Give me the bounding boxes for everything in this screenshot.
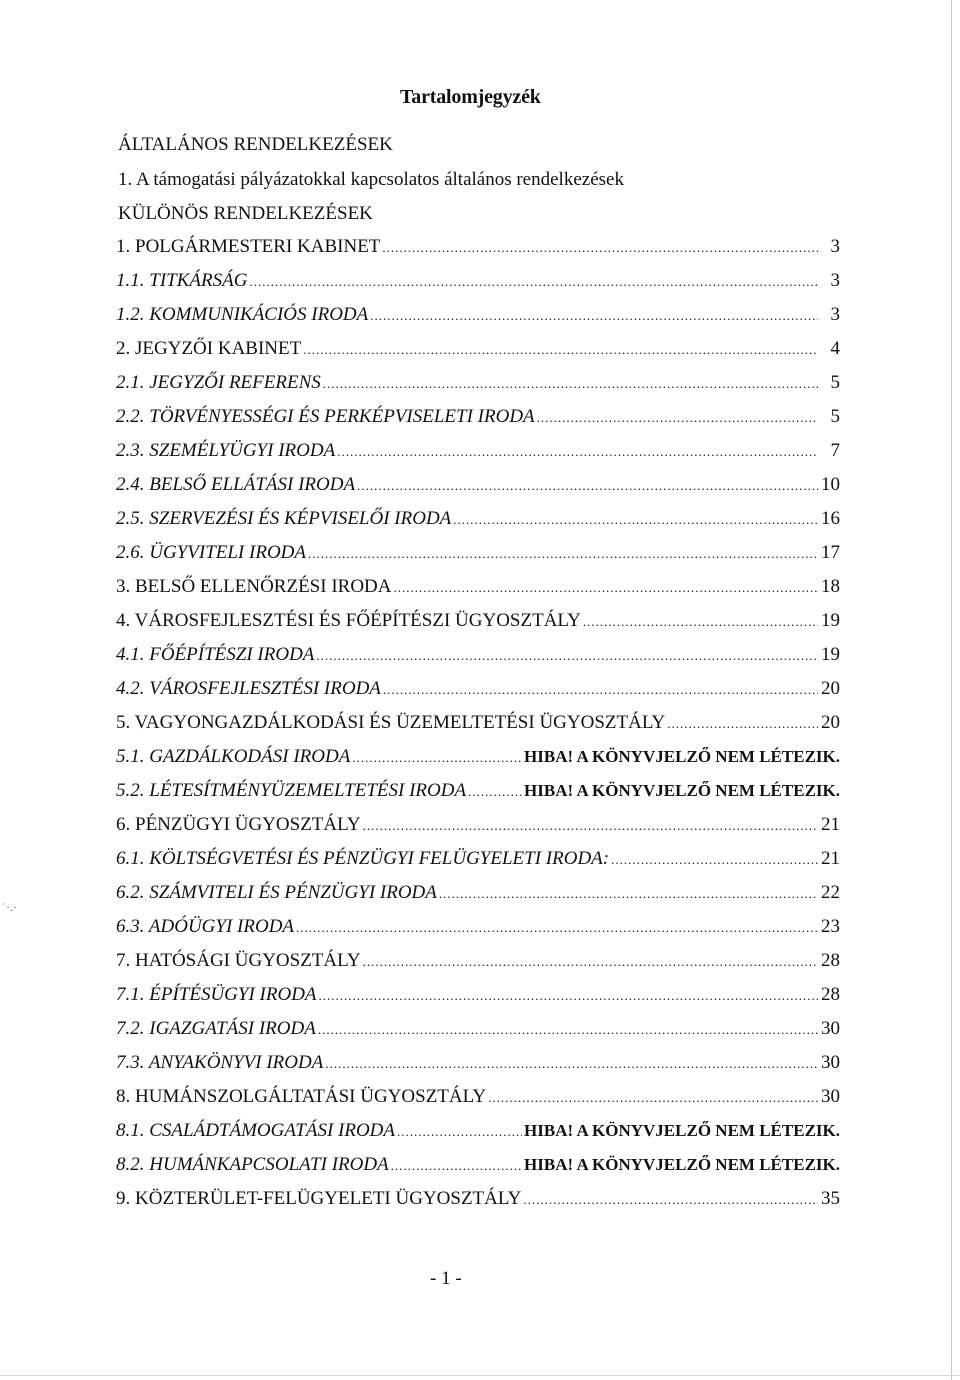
heading-special: KÜLÖNÖS RENDELKEZÉSEK [118,203,373,224]
general-item-1: 1. A támogatási pályázatokkal kapcsolatos általános rendelkezések [118,169,624,190]
toc-leader-dots [382,240,818,256]
toc-entry-page: 28 [821,950,840,971]
toc-entry-page: HIBA! A KÖNYVJELZŐ NEM LÉTEZIK. [524,747,840,766]
toc-entry-label: 1.2. KOMMUNIKÁCIÓS IRODA [116,304,369,325]
toc-entry[interactable] [116,746,840,772]
toc-entry-label: 5.2. LÉTESÍTMÉNYÜZEMELTETÉSI IRODA [116,780,467,801]
toc-entry-page: 7 [830,440,840,461]
toc-entry-label: 4. VÁROSFEJLESZTÉSI ÉS FŐÉPÍTÉSZI ÜGYOSZTÁLY [116,610,581,631]
toc-entry-page: 23 [821,916,840,937]
toc-entry-label: 4.1. FŐÉPÍTÉSZI IRODA [116,644,315,665]
toc-entry-page: 22 [821,882,840,903]
toc-leader-dots [383,682,818,698]
toc-entry-label: 5. VAGYONGAZDÁLKODÁSI ÉS ÜZEMELTETÉSI ÜGYOSZTÁLY [116,712,666,733]
toc-leader-dots [249,274,818,290]
toc-leader-dots [303,342,818,358]
toc-entry[interactable] [116,916,840,942]
toc-entry-page: 30 [821,1052,840,1073]
toc-entry-page: HIBA! A KÖNYVJELZŐ NEM LÉTEZIK. [524,781,840,800]
toc-entry[interactable] [116,610,840,636]
toc-entry-page: 19 [821,610,840,631]
toc-leader-dots [583,614,818,630]
toc-leader-dots [393,580,818,596]
toc-entry[interactable] [116,1120,840,1146]
toc-leader-dots [667,716,818,732]
toc-entry-label: 2.4. BELSŐ ELLÁTÁSI IRODA [116,474,356,495]
toc-entry-label: 9. KÖZTERÜLET-FELÜGYELETI ÜGYOSZTÁLY [116,1188,522,1209]
toc-entry-page: 16 [821,508,840,529]
toc-entry-label: 1. POLGÁRMESTERI KABINET [116,236,381,257]
toc-entry-label: 3. BELSŐ ELLENŐRZÉSI IRODA [116,576,392,597]
page-number: - 1 - [430,1268,462,1289]
toc-entry-page: HIBA! A KÖNYVJELZŐ NEM LÉTEZIK. [524,1155,840,1174]
toc-entry-label: 2.6. ÜGYVITELI IRODA [116,542,306,563]
toc-entry-label: 2.5. SZERVEZÉSI ÉS KÉPVISELŐI IRODA [116,508,452,529]
toc-entry-label: 2.3. SZEMÉLYÜGYI IRODA [116,440,336,461]
toc-entry-label: 6.2. SZÁMVITELI ÉS PÉNZÜGYI IRODA [116,882,437,903]
toc-entry-page: 5 [830,372,840,393]
toc-leader-dots [363,954,818,970]
toc-entry[interactable] [116,304,840,330]
toc-leader-dots [319,988,818,1004]
toc-leader-dots [537,410,818,426]
toc-entry[interactable] [116,882,840,908]
toc-entry[interactable] [116,780,840,806]
toc-entry[interactable] [116,644,840,670]
toc-entry[interactable] [116,984,840,1010]
toc-leader-dots [523,1192,818,1208]
toc-entry[interactable] [116,406,840,432]
page-title: Tartalomjegyzék [400,86,541,108]
toc-leader-dots [439,886,818,902]
toc-entry-label: 6.1. KÖLTSÉGVETÉSI ÉS PÉNZÜGYI FELÜGYELETI IRODA: [116,848,610,869]
toc-entry[interactable] [116,1086,840,1112]
toc-leader-dots [370,308,818,324]
toc-entry-page: 4 [830,338,840,359]
toc-entry-label: 6. PÉNZÜGYI ÜGYOSZTÁLY [116,814,361,835]
toc-leader-dots [397,1124,522,1140]
toc-entry-label: 7.3. ANYAKÖNYVI IRODA [116,1052,324,1073]
toc-entry-page: 21 [821,848,840,869]
toc-leader-dots [453,512,818,528]
toc-leader-dots [316,648,818,664]
toc-entry[interactable] [116,270,840,296]
toc-entry-page: 28 [821,984,840,1005]
toc-entry-label: 8.1. CSALÁDTÁMOGATÁSI IRODA [116,1120,395,1141]
toc-entry-page: 5 [830,406,840,427]
toc-leader-dots [318,1022,818,1038]
toc-leader-dots [323,376,818,392]
page-bottom-line [0,1375,960,1376]
toc-entry-label: 2.2. TÖRVÉNYESSÉGI ÉS PERKÉPVISELETI IRODA [116,406,535,427]
toc-leader-dots [611,852,818,868]
toc-entry[interactable] [116,542,840,568]
toc-entry-page: 3 [830,304,840,325]
toc-entry-page: HIBA! A KÖNYVJELZŐ NEM LÉTEZIK. [524,1121,840,1140]
toc-entry-page: 3 [830,236,840,257]
toc-entry-page: 35 [821,1188,840,1209]
toc-entry-label: 4.2. VÁROSFEJLESZTÉSI IRODA [116,678,381,699]
toc-entry[interactable] [116,712,840,738]
toc-entry[interactable] [116,1154,840,1180]
toc-entry[interactable] [116,848,840,874]
toc-entry-page: 3 [830,270,840,291]
toc-entry-label: 8.2. HUMÁNKAPCSOLATI IRODA [116,1154,389,1175]
toc-leader-dots [357,478,818,494]
toc-entry-label: 5.1. GAZDÁLKODÁSI IRODA [116,746,351,767]
toc-leader-dots [296,920,818,936]
toc-entry[interactable] [116,814,840,840]
toc-entry-label: 2. JEGYZŐI KABINET [116,338,302,359]
toc-leader-dots [352,750,522,766]
toc-entry-page: 18 [821,576,840,597]
toc-entry-page: 30 [821,1018,840,1039]
toc-entry[interactable] [116,508,840,534]
heading-general: ÁLTALÁNOS RENDELKEZÉSEK [118,134,393,155]
toc-leader-dots [363,818,818,834]
toc-entry-page: 21 [821,814,840,835]
toc-leader-dots [488,1090,818,1106]
toc-leader-dots [308,546,818,562]
toc-entry-label: 8. HUMÁNSZOLGÁLTATÁSI ÜGYOSZTÁLY [116,1086,487,1107]
toc-entry-label: 1.1. TITKÁRSÁG [116,270,248,291]
toc-entry[interactable] [116,1052,840,1078]
toc-entry[interactable] [116,372,840,398]
page-edge-line [951,0,952,1380]
toc-entry[interactable] [116,236,840,262]
toc-entry[interactable] [116,1188,840,1214]
toc-entry[interactable] [116,440,840,466]
toc-entry[interactable] [116,1018,840,1044]
toc-entry-label: 7.1. ÉPÍTÉSÜGYI IRODA [116,984,317,1005]
toc-entry-page: 30 [821,1086,840,1107]
scan-speck: ˙·.· [2,900,17,914]
toc-entry-label: 7. HATÓSÁGI ÜGYOSZTÁLY [116,950,361,971]
toc-entry-page: 19 [821,644,840,665]
toc-entry-page: 20 [821,678,840,699]
toc-entry-label: 2.1. JEGYZŐI REFERENS [116,372,321,393]
toc-entry-page: 17 [821,542,840,563]
toc-leader-dots [337,444,818,460]
toc-entry[interactable] [116,950,840,976]
toc-entry[interactable] [116,678,840,704]
toc-entry-page: 20 [821,712,840,733]
toc-entry-page: 10 [821,474,840,495]
toc-entry[interactable] [116,338,840,364]
toc-entry-label: 7.2. IGAZGATÁSI IRODA [116,1018,316,1039]
toc-leader-dots [391,1158,522,1174]
toc-leader-dots [468,784,522,800]
toc-leader-dots [325,1056,818,1072]
toc-entry-label: 6.3. ADÓÜGYI IRODA [116,916,295,937]
toc-entry[interactable] [116,576,840,602]
toc-entry[interactable] [116,474,840,500]
